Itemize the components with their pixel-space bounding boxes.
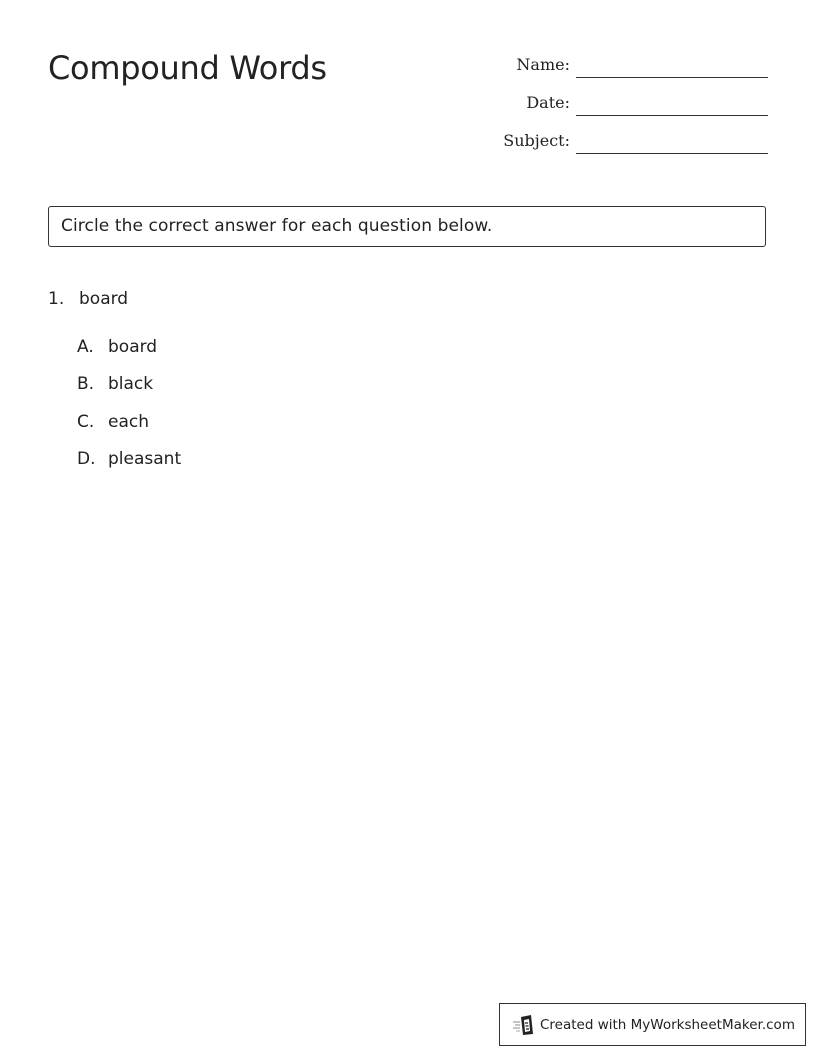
question-prompt: board [79, 289, 129, 309]
option-letter: A. [77, 337, 94, 357]
date-blank-line [576, 115, 768, 116]
instructions-text: Circle the correct answer for each question below. [61, 216, 493, 236]
option-letter: B. [77, 374, 95, 395]
option-letter: D. [77, 448, 96, 469]
subject-blank-line [576, 153, 768, 154]
option-text: pleasant [108, 448, 182, 469]
instructions-box [48, 206, 766, 247]
option-a [77, 335, 181, 372]
worksheet-maker-logo-icon [512, 1014, 536, 1036]
question-number: 1. [48, 289, 65, 309]
option-text: black [108, 374, 154, 395]
option-text: board [108, 337, 158, 357]
subject-label: Subject: [503, 131, 570, 150]
subject-field [480, 124, 768, 154]
footer-credit [499, 1003, 806, 1046]
option-b [77, 372, 181, 409]
option-text: each [108, 411, 149, 432]
date-field [480, 86, 768, 116]
date-label: Date: [526, 93, 570, 112]
option-letter: C. [77, 411, 95, 432]
option-d [77, 447, 181, 484]
option-c [77, 410, 181, 447]
name-blank-line [576, 77, 768, 78]
name-field [480, 48, 768, 78]
question-1 [48, 289, 128, 309]
name-label: Name: [516, 55, 570, 74]
worksheet-title: Compound Words [48, 49, 327, 87]
answer-options [77, 335, 181, 484]
footer-text: Created with MyWorksheetMaker.com [540, 1016, 795, 1033]
